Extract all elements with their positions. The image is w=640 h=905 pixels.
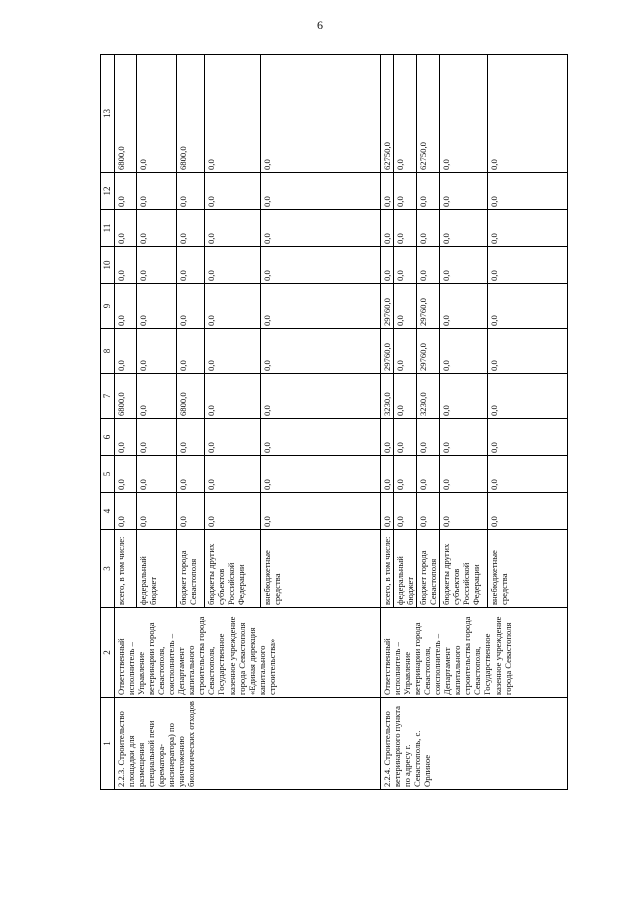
value-cell: 0,0 (394, 55, 417, 173)
value-cell: 0,0 (417, 456, 440, 493)
value-cell: 0,0 (488, 284, 568, 329)
header-cell: 11 (101, 210, 115, 247)
value-cell: 0,0 (261, 419, 381, 456)
value-cell: 0,0 (440, 284, 488, 329)
value-cell: 0,0 (394, 329, 417, 374)
funding-source-cell: федеральный бюджет (394, 530, 417, 608)
value-cell: 0,0 (205, 247, 261, 284)
value-cell: 0,0 (440, 419, 488, 456)
value-cell: 0,0 (261, 247, 381, 284)
value-cell: 0,0 (488, 374, 568, 419)
value-cell: 0,0 (177, 493, 205, 530)
value-cell: 6800,0 (177, 55, 205, 173)
value-cell: 0,0 (488, 247, 568, 284)
value-cell: 0,0 (394, 284, 417, 329)
value-cell: 0,0 (440, 493, 488, 530)
value-cell: 0,0 (488, 493, 568, 530)
value-cell: 0,0 (381, 210, 394, 247)
funding-source-cell: внебюджетные средства (261, 530, 381, 608)
value-cell: 0,0 (440, 173, 488, 210)
executors-cell: Ответственный исполнитель – Управление ветеринарии города Севастополя, соисполнитель – Департамент капитального строительства города Севастополя, Государственное казенное учреждение города Севастополя (381, 608, 568, 698)
funding-source-cell: всего, в том числе: (381, 530, 394, 608)
header-cell: 7 (101, 374, 115, 419)
value-cell: 6800,0 (115, 55, 137, 173)
value-cell: 0,0 (205, 374, 261, 419)
value-cell: 0,0 (440, 374, 488, 419)
value-cell: 0,0 (488, 210, 568, 247)
header-cell: 1 (101, 698, 115, 790)
value-cell: 0,0 (205, 456, 261, 493)
value-cell: 0,0 (394, 210, 417, 247)
item-title-cell: 2.2.3. Строительство площадки для размещения специальной печи (крематора-инсинератора) по уничтожению биологических отходов (115, 698, 381, 790)
table-body (115, 55, 568, 790)
value-cell: 0,0 (115, 329, 137, 374)
header-cell: 12 (101, 173, 115, 210)
value-cell: 0,0 (115, 210, 137, 247)
value-cell: 0,0 (205, 329, 261, 374)
value-cell: 0,0 (440, 55, 488, 173)
header-cell: 2 (101, 608, 115, 698)
value-cell: 0,0 (440, 329, 488, 374)
header-cell: 10 (101, 247, 115, 284)
value-cell: 0,0 (137, 284, 177, 329)
value-cell: 0,0 (440, 247, 488, 284)
value-cell: 3230,0 (417, 374, 440, 419)
value-cell: 29760,0 (417, 284, 440, 329)
value-cell: 0,0 (177, 247, 205, 284)
value-cell: 0,0 (115, 173, 137, 210)
value-cell: 0,0 (394, 173, 417, 210)
value-cell: 0,0 (417, 173, 440, 210)
header-cell: 6 (101, 419, 115, 456)
value-cell: 0,0 (177, 329, 205, 374)
value-cell: 0,0 (381, 493, 394, 530)
financing-table (100, 54, 568, 790)
funding-source-cell: всего, в том числе: (115, 530, 137, 608)
funding-source-cell: бюджет города Севастополя (417, 530, 440, 608)
value-cell: 0,0 (488, 329, 568, 374)
value-cell: 0,0 (261, 329, 381, 374)
value-cell: 0,0 (137, 329, 177, 374)
value-cell: 0,0 (381, 419, 394, 456)
value-cell: 0,0 (261, 374, 381, 419)
header-cell: 9 (101, 284, 115, 329)
value-cell: 0,0 (440, 456, 488, 493)
table-row (381, 55, 394, 790)
value-cell: 0,0 (394, 374, 417, 419)
value-cell: 0,0 (394, 419, 417, 456)
value-cell: 0,0 (261, 493, 381, 530)
value-cell: 29760,0 (417, 329, 440, 374)
value-cell: 0,0 (381, 456, 394, 493)
value-cell: 0,0 (417, 493, 440, 530)
funding-source-cell: бюджет города Севастополя (177, 530, 205, 608)
value-cell: 0,0 (205, 55, 261, 173)
funding-source-cell: бюджеты других субъектов Российской Федерации (205, 530, 261, 608)
value-cell: 0,0 (261, 55, 381, 173)
value-cell: 0,0 (488, 55, 568, 173)
item-title-cell: 2.2.4. Строительство ветеринарного пункта по адресу г. Севастополь, с. Орлиное (381, 698, 568, 790)
value-cell: 0,0 (394, 247, 417, 284)
value-cell: 0,0 (417, 419, 440, 456)
value-cell: 0,0 (137, 210, 177, 247)
value-cell: 0,0 (137, 493, 177, 530)
value-cell: 0,0 (417, 247, 440, 284)
value-cell: 0,0 (205, 493, 261, 530)
header-cell: 3 (101, 530, 115, 608)
value-cell: 62750,0 (381, 55, 394, 173)
value-cell: 0,0 (177, 284, 205, 329)
funding-source-cell: внебюджетные средства (488, 530, 568, 608)
value-cell: 6800,0 (177, 374, 205, 419)
header-cell: 4 (101, 493, 115, 530)
value-cell: 0,0 (177, 173, 205, 210)
value-cell: 62750,0 (417, 55, 440, 173)
header-row (101, 55, 115, 790)
value-cell: 0,0 (205, 419, 261, 456)
value-cell: 0,0 (205, 173, 261, 210)
page-number: 6 (317, 18, 323, 32)
value-cell: 0,0 (261, 456, 381, 493)
header-cell: 5 (101, 456, 115, 493)
value-cell: 0,0 (137, 173, 177, 210)
value-cell: 0,0 (261, 284, 381, 329)
value-cell: 0,0 (394, 456, 417, 493)
value-cell: 0,0 (488, 173, 568, 210)
value-cell: 0,0 (137, 419, 177, 456)
value-cell: 0,0 (115, 456, 137, 493)
funding-source-cell: федеральный бюджет (137, 530, 177, 608)
value-cell: 0,0 (115, 284, 137, 329)
value-cell: 6800,0 (115, 374, 137, 419)
header-cell: 13 (101, 55, 115, 173)
table-row (115, 55, 137, 790)
value-cell: 0,0 (488, 419, 568, 456)
value-cell: 0,0 (488, 456, 568, 493)
executors-cell: Ответственный исполнитель – Управление ветеринарии города Севастополя, соисполнитель – Департамент капитального строительства города Севастополя, Государственное казенное учреждение города Севастополя «Единая дирекция капитального строительства» (115, 608, 381, 698)
value-cell: 0,0 (205, 284, 261, 329)
value-cell: 0,0 (381, 173, 394, 210)
value-cell: 0,0 (115, 493, 137, 530)
table-header (101, 55, 115, 790)
value-cell: 3230,0 (381, 374, 394, 419)
value-cell: 0,0 (417, 210, 440, 247)
value-cell: 29760,0 (381, 329, 394, 374)
value-cell: 0,0 (440, 210, 488, 247)
value-cell: 0,0 (177, 419, 205, 456)
value-cell: 29760,0 (381, 284, 394, 329)
value-cell: 0,0 (261, 210, 381, 247)
value-cell: 0,0 (137, 374, 177, 419)
value-cell: 0,0 (205, 210, 261, 247)
value-cell: 0,0 (115, 419, 137, 456)
value-cell: 0,0 (394, 493, 417, 530)
value-cell: 0,0 (137, 456, 177, 493)
value-cell: 0,0 (177, 456, 205, 493)
value-cell: 0,0 (115, 247, 137, 284)
value-cell: 0,0 (137, 55, 177, 173)
value-cell: 0,0 (261, 173, 381, 210)
rotated-table-wrapper (100, 55, 610, 790)
rotated-page-area (100, 55, 610, 790)
value-cell: 0,0 (177, 210, 205, 247)
funding-source-cell: бюджеты других субъектов Российской Федерации (440, 530, 488, 608)
value-cell: 0,0 (137, 247, 177, 284)
header-cell: 8 (101, 329, 115, 374)
value-cell: 0,0 (381, 247, 394, 284)
